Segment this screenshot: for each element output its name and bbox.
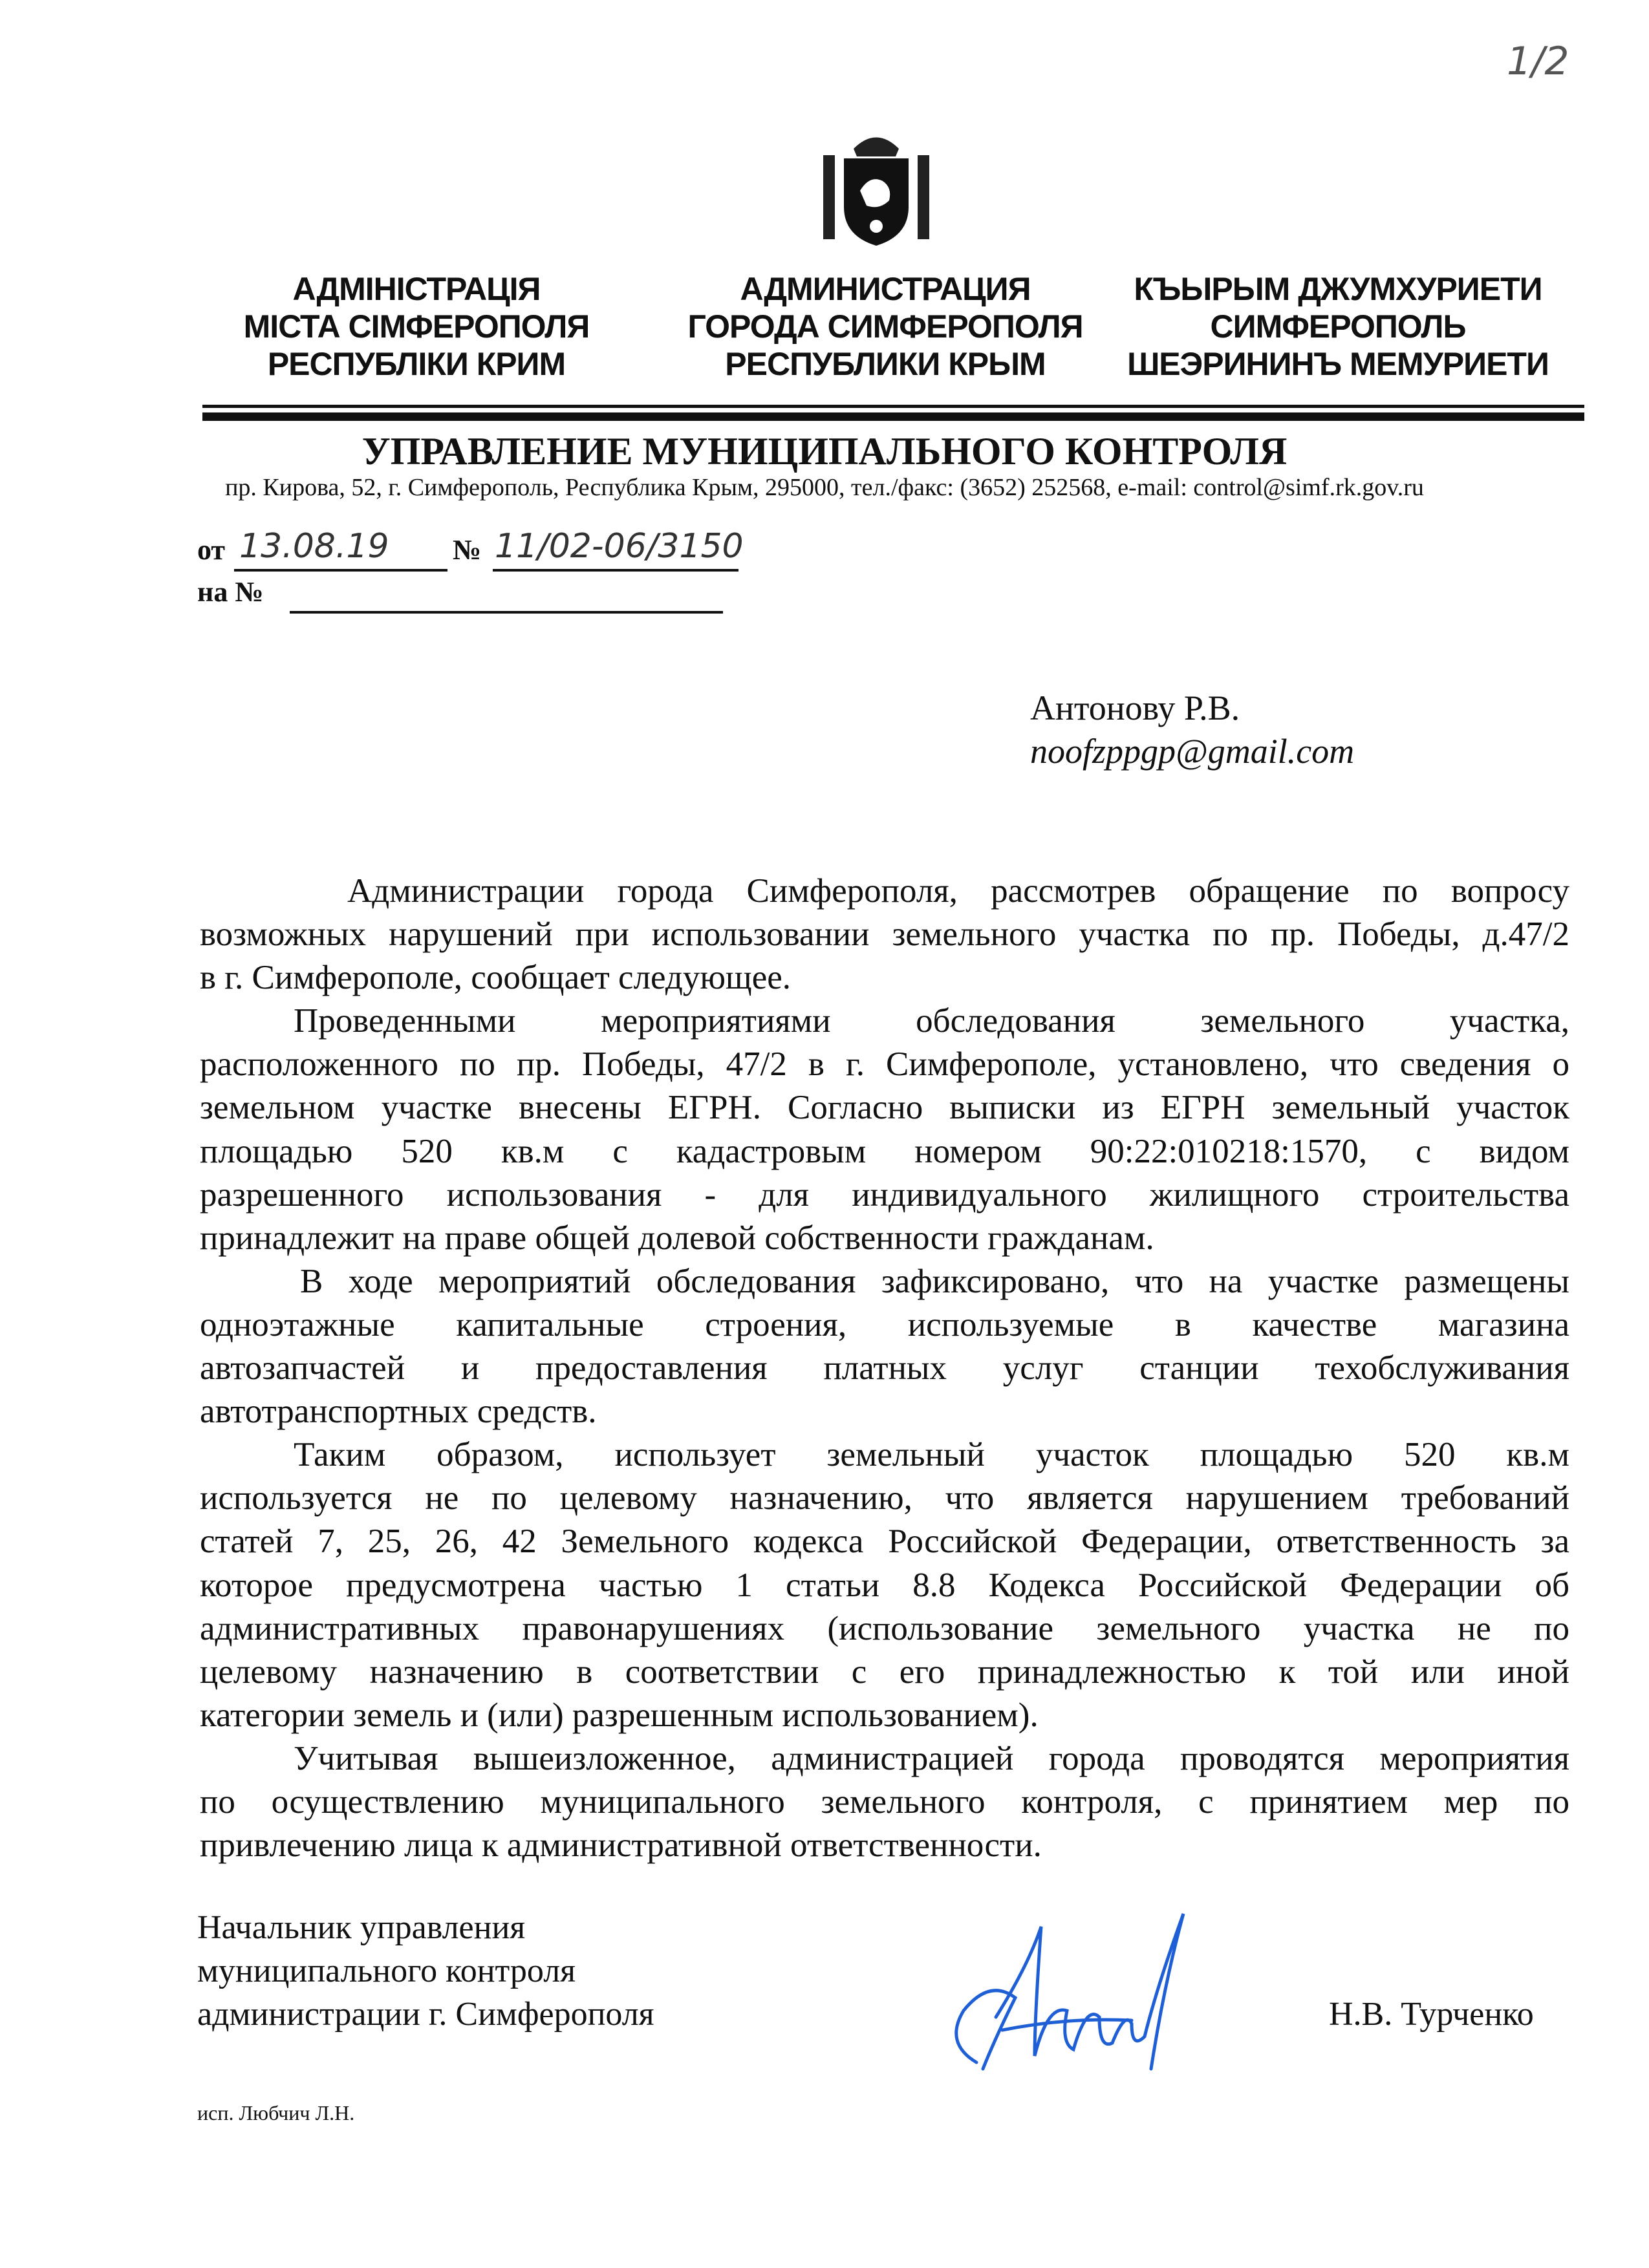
paragraph-line: используется не по целевому назначению, что является нарушением требований — [200, 1479, 1569, 1517]
paragraph-line: В ходе мероприятий обследования зафиксировано, что на участке размещены — [300, 1262, 1569, 1300]
reply-number-label: на № — [197, 576, 264, 608]
department-title: УПРАВЛЕНИЕ МУНИЦИПАЛЬНОГО КОНТРОЛЯ — [361, 430, 1288, 473]
number-underline — [493, 569, 738, 572]
paragraph-line: Учитывая вышеизложенное, администрацией города проводятся мероприятия — [294, 1739, 1569, 1777]
crimea-coat-of-arms-icon — [818, 129, 934, 252]
header-divider-thin — [202, 405, 1584, 408]
header-line: МІСТА СІМФЕРОПОЛЯ — [243, 308, 590, 345]
position-line: муниципального контроля — [197, 1952, 576, 1989]
header-line: АДМІНІСТРАЦІЯ — [292, 271, 541, 307]
paragraph — [200, 1000, 1569, 1260]
paragraph-line: земельном участке внесены ЕГРН. Согласно выписки из ЕГРН земельный участок — [200, 1089, 1569, 1127]
position-line: администрации г. Симферополя — [197, 1996, 654, 2033]
number-label: № — [453, 534, 482, 566]
header-russian — [678, 270, 1092, 383]
date-label: от — [197, 534, 226, 566]
handwritten-signature — [938, 1888, 1209, 2088]
signatory-name: Н.В. Турченко — [1329, 1996, 1534, 2033]
header-line: РЕСПУБЛИКИ КРЫМ — [725, 346, 1046, 382]
paragraph-line: разрешенного использования - для индивидуального жилищного строительства — [200, 1175, 1569, 1214]
paragraph-line: которое предусмотрена частью 1 статьи 8.8 Кодекса Российской Федерации об — [200, 1566, 1569, 1604]
header-ukrainian — [210, 270, 623, 383]
page-number-handwritten: 1/2 — [1507, 39, 1569, 84]
signatory-position — [197, 1906, 654, 2036]
paragraph-line: Проведенными мероприятиями обследования земельного участка, — [294, 1002, 1569, 1040]
paragraph-line: целевому назначению в соответствии с его принадлежностью к той или иной — [200, 1653, 1569, 1691]
header-line: ШЕЭРИНИНЪ МЕМУРИЕТИ — [1127, 346, 1549, 382]
paragraph-line: Таким образом, использует земельный участок площадью 520 кв.м — [294, 1436, 1569, 1474]
paragraph-line: административных правонарушениях (использование земельного участка не по — [200, 1609, 1569, 1647]
paragraph-line: автозапчастей и предоставления платных услуг станции техобслуживания — [200, 1349, 1569, 1387]
position-line: Начальник управления — [197, 1909, 526, 1946]
paragraph-line: по осуществлению муниципального земельного контроля, с принятием мер по — [200, 1782, 1569, 1821]
paragraph-line: расположенного по пр. Победы, 47/2 в г. Симферополе, установлено, что сведения о — [200, 1045, 1569, 1084]
header-crimean-tatar — [1112, 270, 1564, 383]
header-line: СИМФЕРОПОЛЬ — [1210, 308, 1466, 345]
paragraph-line: площадью 520 кв.м с кадастровым номером 90:22:010218:1570, с видом — [200, 1132, 1569, 1170]
header-line: ГОРОДА СИМФЕРОПОЛЯ — [687, 308, 1083, 345]
executor-note: исп. Любчич Л.Н. — [197, 2101, 355, 2124]
paragraph-line: автотранспортных средств. — [200, 1393, 597, 1431]
header-divider-thick — [202, 412, 1584, 421]
header-line: АДМИНИСТРАЦИЯ — [740, 271, 1031, 307]
reply-number-underline — [290, 611, 723, 614]
date-underline — [234, 569, 447, 572]
document-number: 11/02-06/3150 — [495, 527, 744, 566]
addressee-name: Антонову Р.В. — [1030, 689, 1240, 727]
paragraph — [200, 1260, 1569, 1433]
department-address: пр. Кирова, 52, г. Симферополь, Республика Крым, 295000, тел./факс: (3652) 252568, e-mail: control@simf.rk.gov.ru — [225, 474, 1424, 501]
header-line: КЪЫРЫМ ДЖУМХУРИЕТИ — [1134, 271, 1542, 307]
paragraph — [200, 1737, 1569, 1867]
document-date: 13.08.19 — [239, 527, 389, 566]
paragraph-line: Администрации города Симферополя, рассмотрев обращение по вопросу — [347, 872, 1569, 910]
paragraph — [200, 1433, 1569, 1737]
paragraph-line: статей 7, 25, 26, 42 Земельного кодекса Российской Федерации, ответственность за — [200, 1523, 1569, 1561]
paragraph-line: категории земель и (или) разрешенным использованием). — [200, 1696, 1039, 1734]
paragraph-line: возможных нарушений при использовании земельного участка по пр. Победы, д.47/2 — [200, 915, 1569, 954]
paragraph-line: в г. Симферополе, сообщает следующее. — [200, 959, 792, 997]
addressee-email: noofzppgp@gmail.com — [1030, 732, 1355, 771]
header-line: РЕСПУБЛІКИ КРИМ — [267, 346, 566, 382]
paragraph — [200, 870, 1569, 1000]
paragraph-line: одноэтажные капитальные строения, используемые в качестве магазина — [200, 1305, 1569, 1343]
paragraph-line: привлечению лица к административной ответственности. — [200, 1826, 1042, 1865]
paragraph-line: принадлежит на праве общей долевой собственности гражданам. — [200, 1219, 1154, 1257]
letter-body — [200, 870, 1569, 1867]
